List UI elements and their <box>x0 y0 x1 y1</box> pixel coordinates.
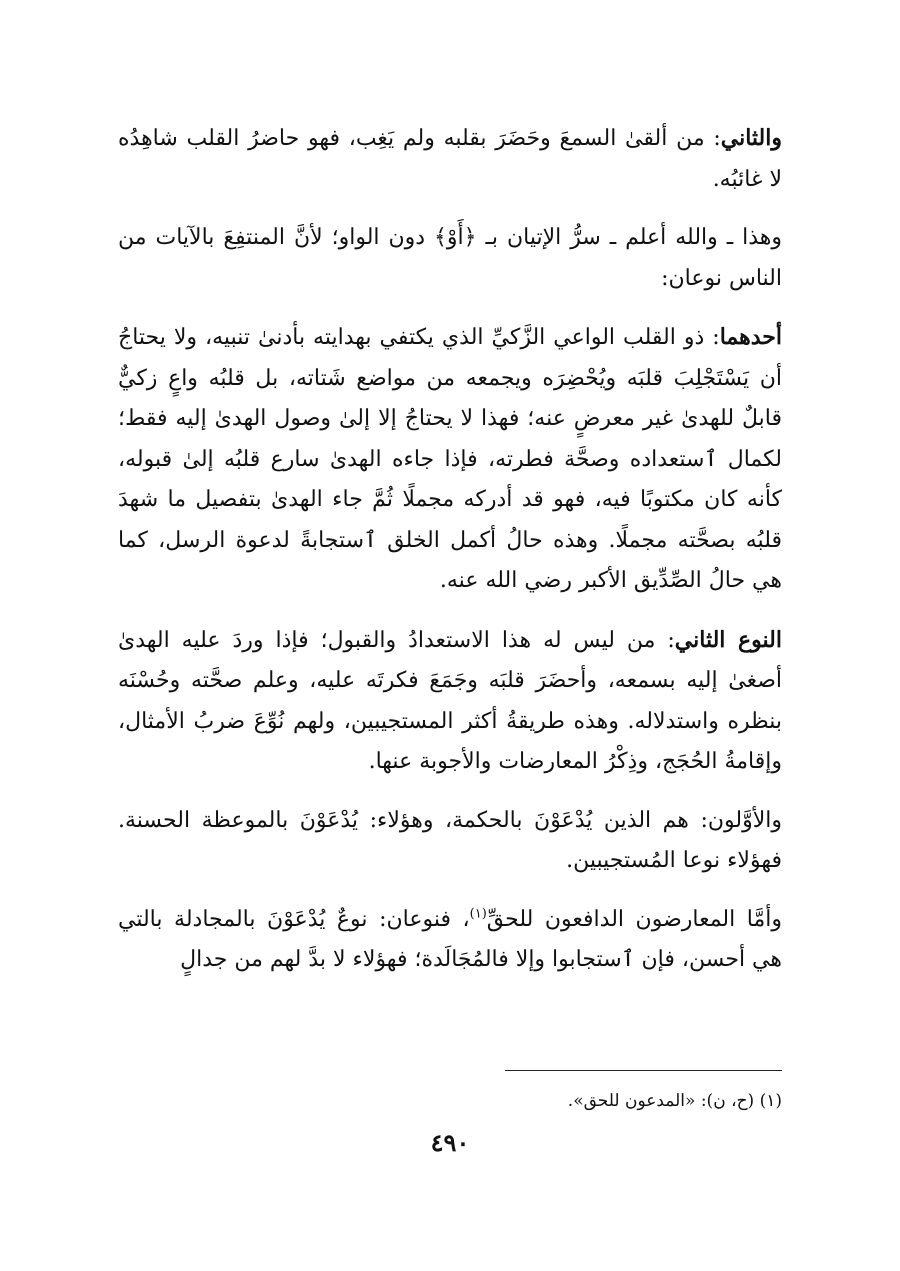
paragraph-lead: والثاني <box>720 125 782 151</box>
paragraph-opponents <box>118 900 782 981</box>
page-number: ٤٩٠ <box>430 1128 470 1157</box>
paragraph-lead: النوع الثاني <box>674 626 782 653</box>
paragraph-lead: أحدهما <box>719 324 782 350</box>
paragraph-secret-of-aw <box>118 218 782 299</box>
footnote-divider <box>505 1070 782 1071</box>
paragraph-text: وأمَّا المعارضون الدافعون للحقِّ <box>486 906 783 932</box>
paragraph-second-type <box>118 620 782 783</box>
paragraph-text: : ذو القلب الواعي الزَّكيِّ الذي يكتفي بهدايته بأدنىٰ تنبيه، ولا يحتاجُ أن يَسْتَجْلِبَ قلبَه ويُحْضِرَه ويجمعه من مواضع شَتاته، بل قلبُه واعٍ زكيٌّ قابلٌ للهدىٰ غير معرضٍ عنه؛ فهذا لا يحتاجُ إلا إلىٰ وصول الهدىٰ إليه فقط؛ لكمال ٱستعداده وصحَّة فطرته، فإذا جاءه الهدىٰ سارع قلبُه إلىٰ قبوله، كأنه كان مكتوبًا فيه، فهو قد أدركه مجملًا ثُمَّ جاء الهدىٰ بتفصيل ما شهدَ قلبُه بصحَّته مجملًا. وهذه حالُ أكمل الخلق ٱستجابةً لدعوة الرسل، كما هي حالُ الصِّدِّيق الأكبر رضي الله عنه. <box>118 325 782 593</box>
footnote-reference[interactable]: (١) <box>469 906 487 922</box>
footnote: (١) (ح، ن): «المدعون للحق». <box>567 1091 782 1111</box>
paragraph-text: : من ألقىٰ السمعَ وحَضَرَ بقلبه ولم يَغِب، فهو حاضرُ القلب شاهِدُه لا غائبُه. <box>118 126 782 192</box>
paragraph-text: : من ليس له هذا الاستعدادُ والقبول؛ فإذا وردَ عليه الهدىٰ أصغىٰ إليه بسمعه، وأحضَرَ قلبَه وجَمَعَ فكرتَه عليه، وعلم صحَّته وحُسْنَه بنظره واستدلاله. وهذه طريقةُ أكثر المستجيبين، ولهم نُوِّعَ ضربُ الأمثال، وإقامةُ الحُجَج، وذِكْرُ المعارضات والأجوبة عنها. <box>118 627 782 774</box>
page-body <box>118 118 782 999</box>
paragraph-second-type-listener <box>118 118 782 200</box>
paragraph-the-first-ones <box>118 801 782 882</box>
paragraph-text: والأوَّلون: هم الذين يُدْعَوْنَ بالحكمة، وهؤلاء: يُدْعَوْنَ بالموعظة الحسنة. فهؤلاء نوعا المُستجيبين. <box>118 807 782 873</box>
paragraph-first-type <box>118 317 782 602</box>
paragraph-text: وهذا ـ والله أعلم ـ سرُّ الإتيان بـ ﴿أَوْ﴾ دون الواو؛ لأنَّ المنتفِعَ بالآيات من الناس نوعان: <box>118 225 782 291</box>
paragraph-text-continued: ، فنوعان: نوعٌ يُدْعَوْنَ بالمجادلة بالتي هي أحسن، فإن ٱستجابوا وإلا فالمُجَالَدة؛ فهؤلاء لا بدَّ لهم من جدالٍ <box>118 906 782 972</box>
